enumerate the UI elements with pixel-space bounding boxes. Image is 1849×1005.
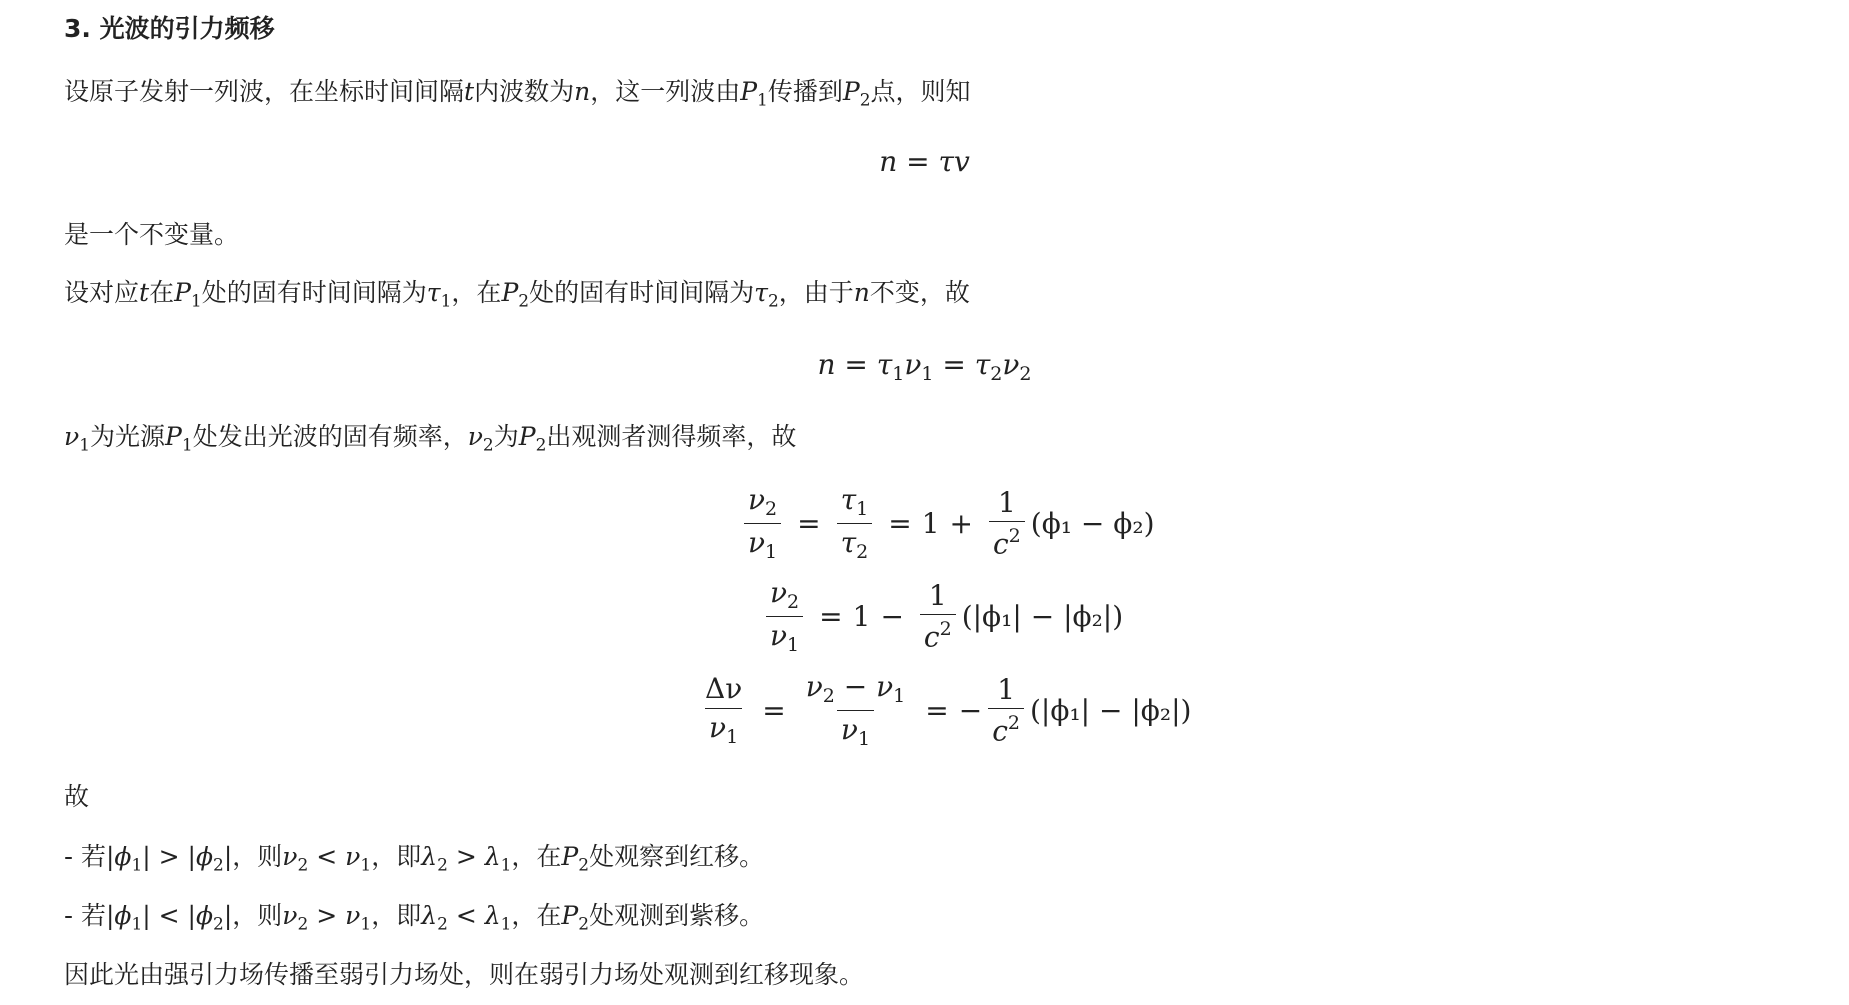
equation-tau-nu: $n = \tau_1\nu_1 = \tau_2\nu_2$ bbox=[817, 348, 1032, 386]
paragraph-frequencies: $\nu_1$为光源$P_1$处发出光波的固有频率，$\nu_2$为$P_2$出观测者测得频率，故 bbox=[64, 422, 797, 456]
bullet-redshift: - 若$|\phi_1| > |\phi_2|$，则$\nu_2 < \nu_1$，即$\lambda_2 > \lambda_1$，在$P_2$处观察到红移。 bbox=[64, 842, 765, 876]
paragraph-proper-time: 设对应t在$P_1$处的固有时间间隔为$\tau_1$，在$P_2$处的固有时间间隔为$\tau_2$，由于n不变，故 bbox=[64, 278, 970, 312]
equation-n-tau-v: n = τv bbox=[879, 145, 970, 178]
paragraph-wave-count: 设原子发射一列波，在坐标时间间隔t内波数为n，这一列波由$P_1$传播到$P_2$点，则知 bbox=[64, 77, 971, 111]
section-title: 3. 光波的引力频移 bbox=[64, 14, 275, 43]
bullet-blueshift: - 若$|\phi_1| < |\phi_2|$，则$\nu_2 > \nu_1$，即$\lambda_2 < \lambda_1$，在$P_2$处观测到紫移。 bbox=[64, 901, 765, 935]
equation-frequency-shift: $\frac{\Delta\nu}{\nu_1}$ = $\frac{\nu_2 - \nu_1}{\nu_1}$ = − $\frac{1}{c^2}$ (|ϕ₁| − |ϕ₂|) bbox=[705, 670, 1192, 751]
paragraph-therefore: 故 bbox=[64, 782, 90, 811]
paragraph-invariant: 是一个不变量。 bbox=[64, 220, 240, 249]
equation-abs-potential: $\frac{\nu_2}{\nu_1}$ = 1 − $\frac{1}{c^2}$ (|ϕ₁| − |ϕ₂|) bbox=[760, 578, 1123, 655]
equation-frequency-ratio: $\frac{\nu_2}{\nu_1}$ = $\frac{\tau_1}{\tau_2}$ = 1 + $\frac{1}{c^2}$ (ϕ₁ − ϕ₂) bbox=[738, 485, 1155, 562]
paragraph-conclusion: 因此光由强引力场传播至弱引力场处，则在弱引力场处观测到红移现象。 bbox=[64, 960, 865, 989]
